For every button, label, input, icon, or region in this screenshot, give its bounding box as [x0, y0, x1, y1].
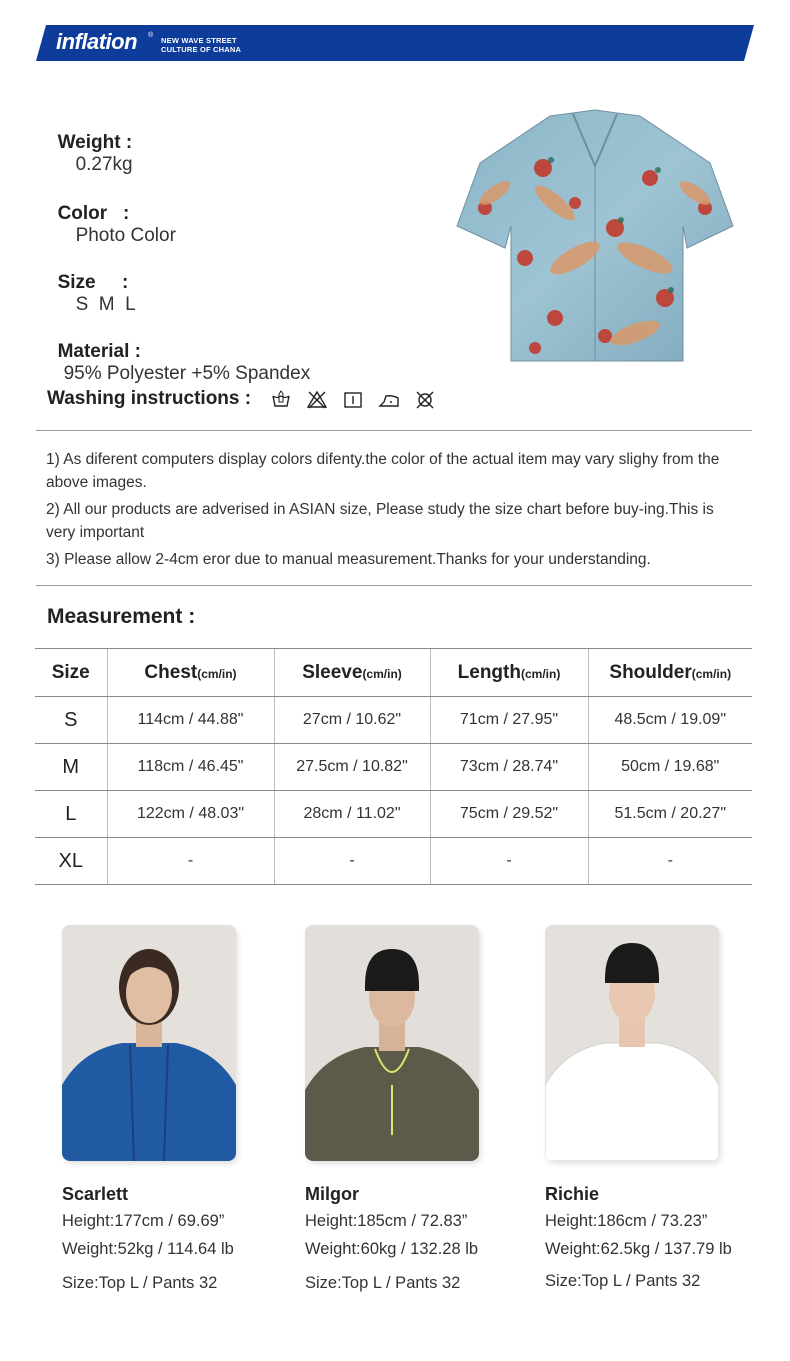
registered-mark: ®: [148, 32, 154, 39]
cell-chest: 118cm / 46.45": [107, 744, 274, 791]
tagline-line-2: CULTURE OF CHANA: [161, 45, 242, 54]
brand-tagline: [161, 36, 241, 54]
color-label: Color :: [57, 203, 130, 224]
header-length-label: Length: [457, 661, 521, 683]
hand-wash-icon: [270, 390, 292, 410]
cell-length: 71cm / 27.95": [430, 697, 588, 744]
brand-banner: [36, 25, 754, 61]
cell-size: M: [35, 744, 107, 791]
spec-weight: [47, 110, 133, 176]
cell-sleeve: -: [274, 838, 430, 885]
banner-shape: [36, 25, 754, 61]
tumble-dry-icon: [342, 390, 364, 410]
header-size-label: Size: [51, 661, 90, 683]
header-shoulder-unit: (cm/in): [691, 666, 732, 681]
divider: [36, 430, 752, 431]
washing-icons: [270, 390, 436, 410]
model-photo: [305, 925, 479, 1161]
model-weight: Weight:62.5kg / 137.79 lb: [545, 1240, 732, 1258]
cell-length: 75cm / 29.52": [430, 791, 588, 838]
header-chest: [107, 649, 274, 697]
divider: [36, 585, 752, 586]
cell-length: 73cm / 28.74": [430, 744, 588, 791]
model-photo: [62, 925, 236, 1161]
model-weight: Weight:60kg / 132.28 lb: [305, 1240, 479, 1258]
cell-shoulder: 50cm / 19.68": [588, 744, 752, 791]
cell-size: S: [35, 697, 107, 744]
size-chart-table: [35, 648, 752, 885]
model-name: Scarlett: [62, 1184, 129, 1204]
washing-instructions-label: Washing instructions :: [47, 388, 252, 409]
no-bleach-icon: [306, 390, 328, 410]
spec-color: [47, 181, 176, 247]
header-sleeve-label: Sleeve: [302, 661, 363, 683]
model-card-scarlett: [62, 925, 302, 1292]
iron-icon: [378, 390, 400, 410]
cell-length: -: [430, 838, 588, 885]
note-3: 3) Please allow 2-4cm eror due to manual measurement.Thanks for your understanding.: [46, 551, 651, 568]
notes-section: [46, 448, 746, 575]
note-1: 1) As diferent computers display colors difenty.the color of the actual item may vary slighy from the above images.: [46, 451, 720, 491]
header-shoulder-label: Shoulder: [609, 661, 692, 683]
cell-shoulder: 51.5cm / 20.27": [588, 791, 752, 838]
model-size: Size:Top L / Pants 32: [305, 1274, 461, 1292]
model-card-richie: [545, 925, 785, 1290]
tagline-line-1: NEW WAVE STREET: [161, 36, 237, 45]
header-length: [430, 649, 588, 697]
material-value: 95% Polyester +5% Spandex: [63, 363, 311, 384]
weight-value: 0.27kg: [75, 154, 133, 175]
color-value: Photo Color: [75, 225, 176, 246]
cell-sleeve: 28cm / 11.02": [274, 791, 430, 838]
model-name: Richie: [545, 1184, 600, 1204]
cell-sleeve: 27cm / 10.62": [274, 697, 430, 744]
cell-shoulder: 48.5cm / 19.09": [588, 697, 752, 744]
cell-size: L: [35, 791, 107, 838]
size-label: Size :: [57, 272, 129, 293]
model-photo: [545, 925, 719, 1161]
header-size: [35, 649, 107, 697]
no-dry-clean-icon: [414, 390, 436, 410]
cell-sleeve: 27.5cm / 10.82": [274, 744, 430, 791]
header-sleeve-unit: (cm/in): [362, 666, 402, 681]
table-row: [35, 791, 752, 838]
spec-material: [47, 319, 310, 385]
product-shirt-image: [455, 108, 735, 364]
material-label: Material :: [57, 341, 141, 362]
header-chest-label: Chest: [144, 661, 198, 683]
brand-logo: inflation: [56, 29, 138, 54]
note-2: 2) All our products are adverised in ASIAN size, Please study the size chart before buy-ing.This is very important: [46, 501, 714, 541]
header-shoulder: [588, 649, 752, 697]
weight-label: Weight :: [57, 132, 133, 153]
header-length-unit: (cm/in): [520, 666, 561, 681]
spec-size: [47, 250, 136, 316]
table-row: [35, 744, 752, 791]
model-size: Size:Top L / Pants 32: [62, 1274, 218, 1292]
header-sleeve: [274, 649, 430, 697]
model-name: Milgor: [305, 1184, 359, 1204]
cell-chest: -: [107, 838, 274, 885]
model-height: Height:185cm / 72.83”: [305, 1212, 468, 1230]
table-row: [35, 838, 752, 885]
table-header-row: [35, 649, 752, 697]
cell-chest: 114cm / 44.88": [107, 697, 274, 744]
table-row: [35, 697, 752, 744]
model-height: Height:177cm / 69.69”: [62, 1212, 225, 1230]
measurement-title: Measurement :: [47, 605, 196, 628]
model-card-milgor: [305, 925, 545, 1292]
model-height: Height:186cm / 73.23”: [545, 1212, 708, 1230]
model-weight: Weight:52kg / 114.64 lb: [62, 1240, 234, 1258]
cell-chest: 122cm / 48.03": [107, 791, 274, 838]
cell-size: XL: [35, 838, 107, 885]
size-value: S M L: [75, 294, 136, 315]
model-size: Size:Top L / Pants 32: [545, 1272, 701, 1290]
cell-shoulder: -: [588, 838, 752, 885]
header-chest-unit: (cm/in): [197, 666, 237, 681]
